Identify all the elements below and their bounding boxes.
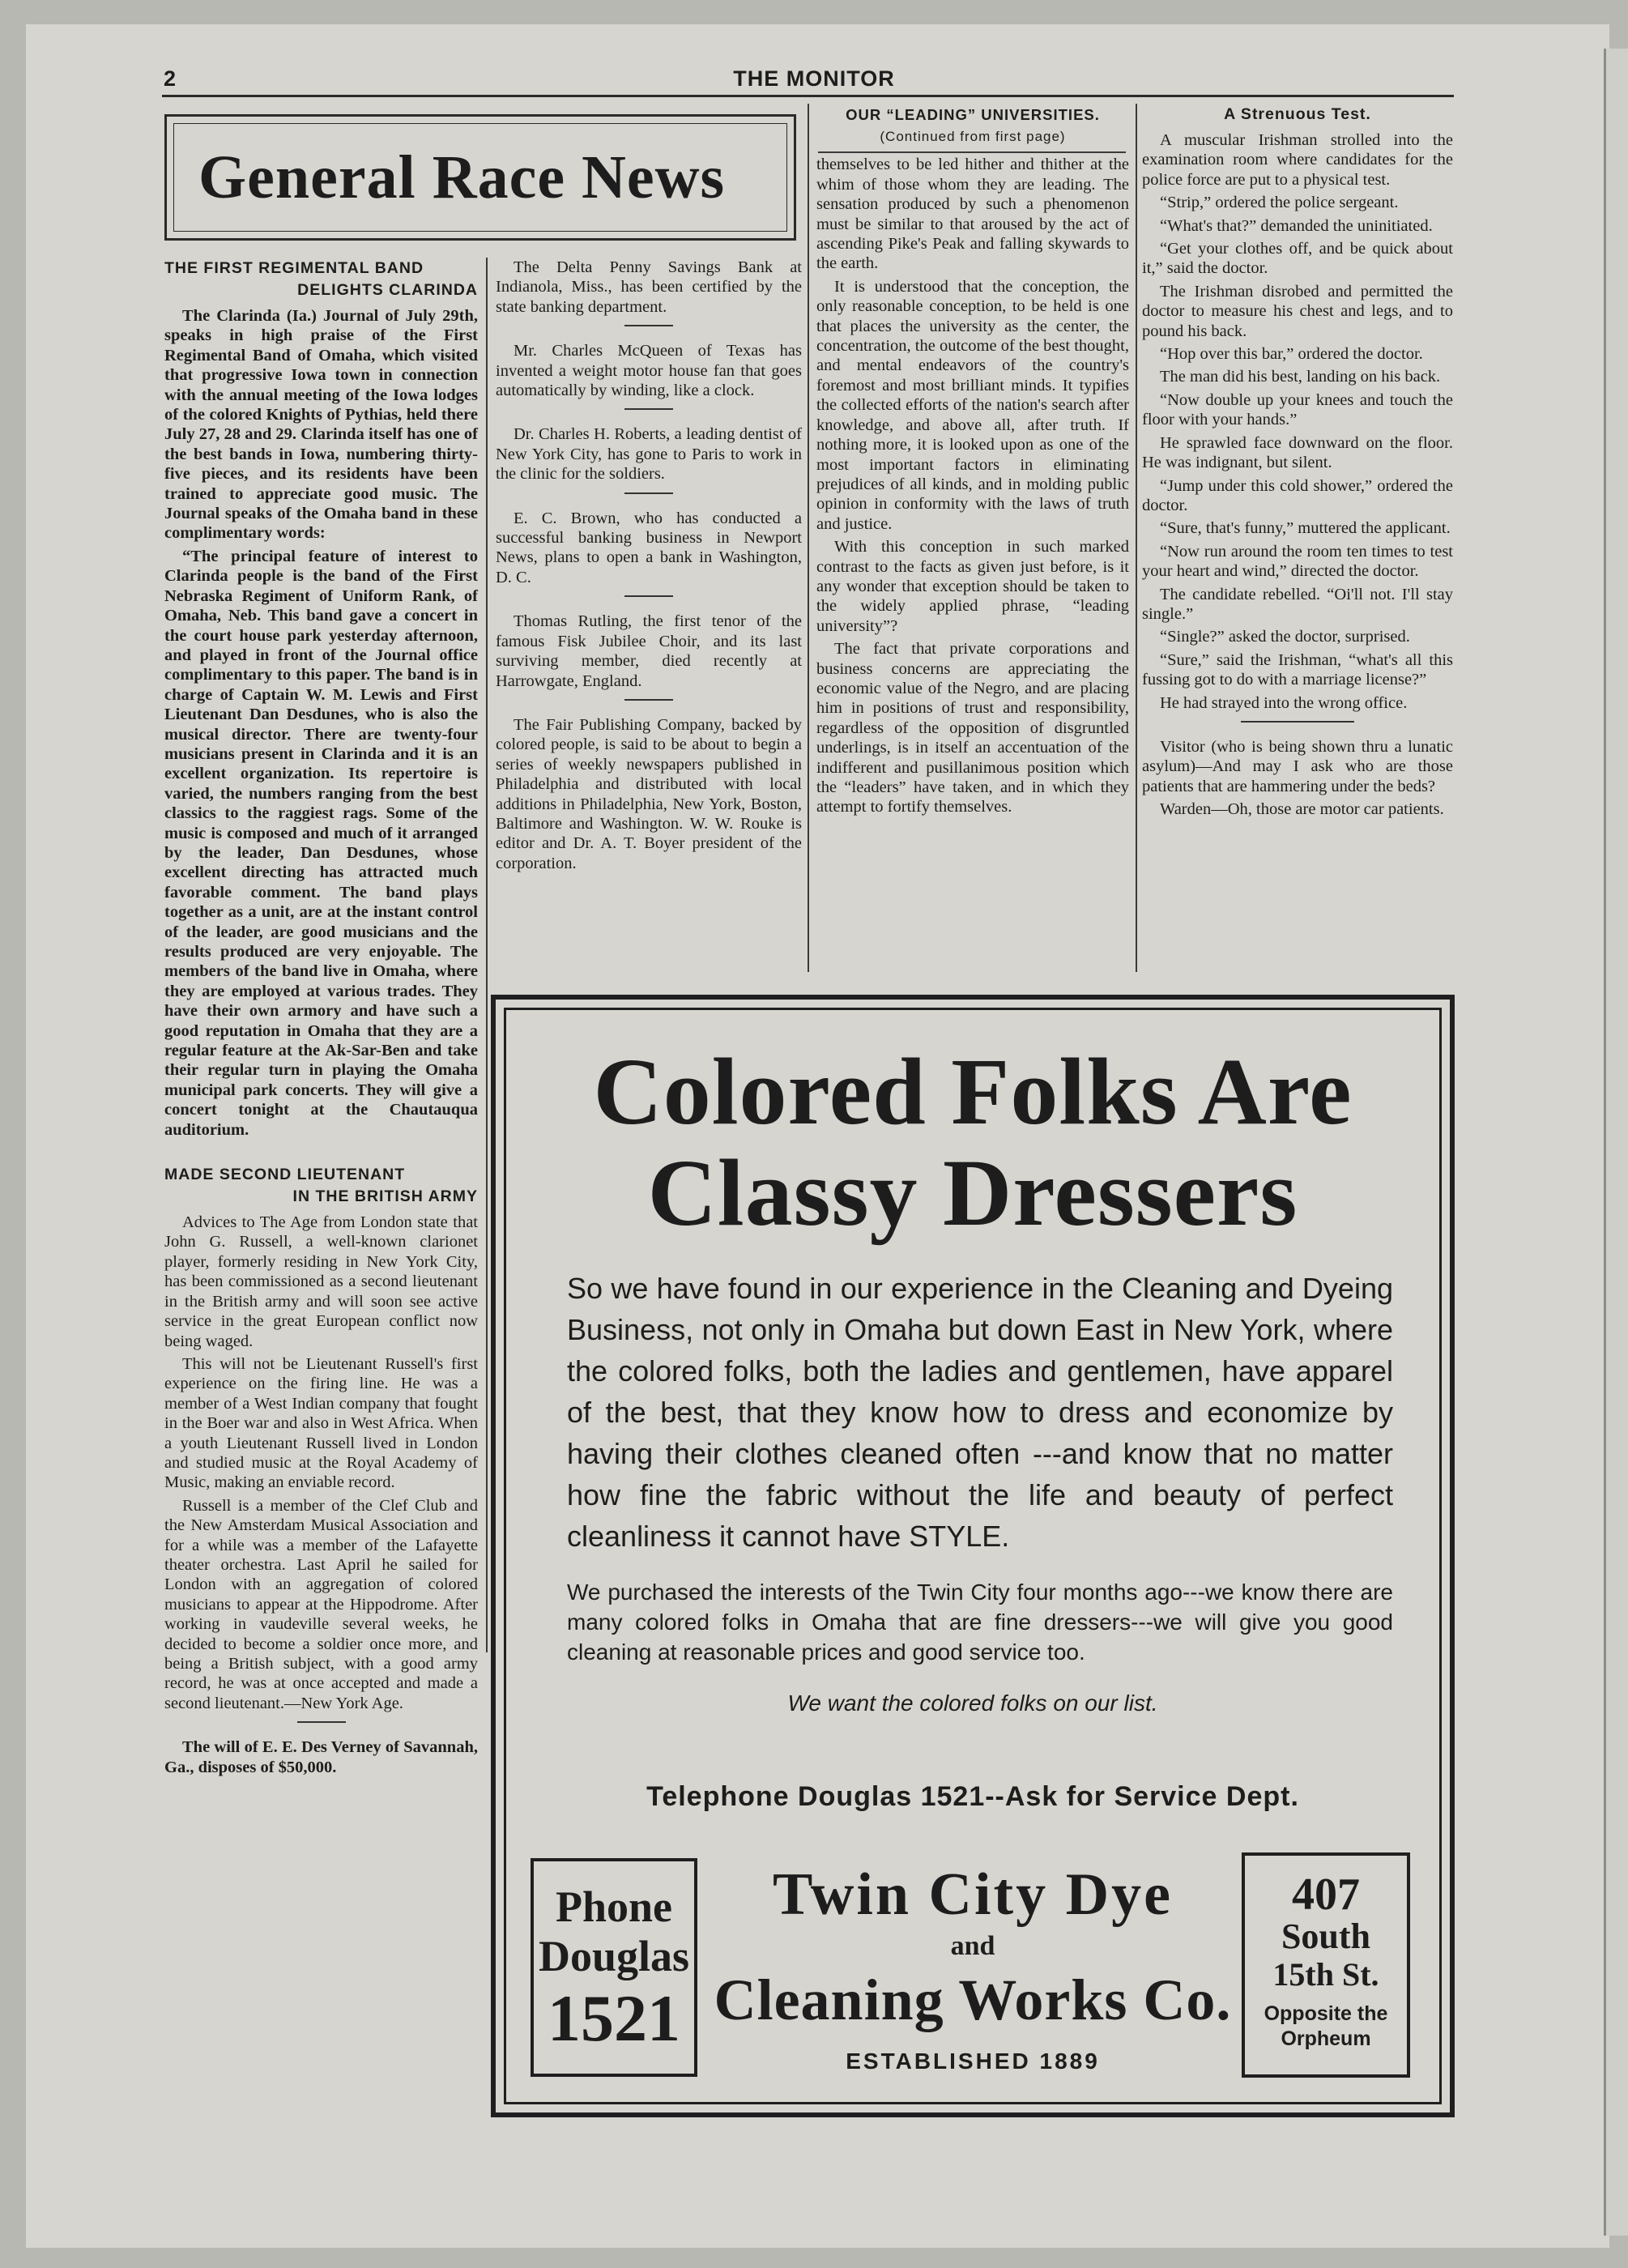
article-paragraph: Advices to The Age from London state that John G. Russell, a well-known clarionet player, formerly residing in New York City, has been commissioned as a second lieutenant in the British army and will soon see active service in the great European conflict now being waged. [164, 1213, 478, 1350]
ad-body-text: So we have found in our experience in the Cleaning and Dyeing Business, not only in Omaha but down East in New York, where the colored folks, both the ladies and gentlemen, have apparel of the best, that they know how to dress and economize by having their clothes cleaned often ---and know that no matter how fine the fabric without the life and beauty of perfect cleanliness it cannot have STYLE. [567, 1272, 1393, 1553]
story-line: “Now run around the room ten times to test your heart and wind,” directed the doctor. [1142, 542, 1453, 581]
article-heading: THE FIRST REGIMENTAL BAND DELIGHTS CLARINDA [164, 259, 478, 299]
page-number: 2 [164, 66, 177, 91]
established-line: ESTABLISHED 1889 [846, 2048, 1100, 2074]
ad-telephone: Telephone Douglas 1521--Ask for Service Dept. [646, 1781, 1299, 1812]
item-divider [1241, 721, 1354, 723]
item-divider [624, 492, 673, 494]
story-line: “Hop over this bar,” ordered the doctor. [1160, 345, 1423, 364]
column-1 [164, 258, 478, 1780]
column-4 [1142, 104, 1453, 823]
article-paragraph: The fact that private corporations and business concerns are appreciating the economic value of the Negro, and are placing him in positions of trust and responsibility, regardless of the opposition of disgruntled underlings, is in itself an accentuation of the indifferent and pusillanimous position which the “leaders” have taken, and in which they attempt to fortify themselves. [816, 640, 1129, 816]
story-line: “Strip,” ordered the police sergeant. [1160, 194, 1399, 212]
story-line: The man did his best, landing on his back. [1160, 368, 1441, 386]
binding-edge [1604, 49, 1628, 2236]
news-item: Mr. Charles McQueen of Texas has invented a weight motor house fan that goes automatically by winding, like a clock. [496, 342, 802, 400]
story-line: He sprawled face downward on the floor. He was indignant, but silent. [1142, 433, 1453, 472]
article-subheading: (Continued from first page) [880, 129, 1066, 144]
article-heading: MADE SECOND LIEUTENANT IN THE BRITISH ARMY [164, 1166, 478, 1206]
advertisement [491, 995, 1455, 2117]
section-title: General Race News [198, 143, 726, 211]
article-heading: OUR “LEADING” UNIVERSITIES. [846, 106, 1100, 123]
ad-tagline: We want the colored folks on our list. [787, 1690, 1158, 1716]
story-line: “Now double up your knees and touch the floor with your hands.” [1142, 390, 1453, 429]
article-paragraph: themselves to be led hither and thither at the whim of those whom they are leading. The sensation produced by such a phenomenon must be similar to that aroused by the act of ascending Pike's Peak and falling skywards to the earth. [816, 156, 1129, 273]
item-divider [624, 595, 673, 597]
item-divider [624, 408, 673, 410]
column-rule [1136, 104, 1137, 972]
story-line: The Irishman disrobed and permitted the doctor to measure his chest and legs, and to pound his back. [1142, 282, 1453, 340]
story-line: “Sure, that's funny,” muttered the applicant. [1160, 519, 1451, 538]
header-rule [162, 95, 1454, 97]
column-rule [808, 104, 809, 972]
article-paragraph: It is understood that the conception, the only reasonable conception, to be held is one that places the university as the center, the concentration, the outcome of the best thought, and mental endeavors of the country's foremost and most brilliant minds. It typifies the collected efforts of the nation's search after knowledge, and above all, after truth. If nothing more, it is looked upon as one of the most important factors in eliminating prejudices of all kinds, and in molding public opinion in conformity with the laws of truth and justice. [816, 277, 1129, 533]
story-line: He had strayed into the wrong office. [1160, 693, 1408, 712]
news-item: E. C. Brown, who has conducted a successful banking business in Newport News, plans to open a bank in Washington, D. C. [496, 509, 802, 586]
column-3 [816, 104, 1129, 821]
joke-paragraph: Visitor (who is being shown thru a lunatic asylum)—And may I ask who are those patients that are hammering under the beds? [1142, 737, 1453, 795]
firm-name: Twin City Dye and Cleaning Works Co. ESTABLISHED 1889 [506, 1861, 1439, 2076]
ad-headline: Colored Folks Are [593, 1038, 1353, 1145]
paper-title: THE MONITOR [733, 66, 895, 91]
story-line: “Jump under this cold shower,” ordered the doctor. [1142, 476, 1453, 514]
news-item: Dr. Charles H. Roberts, a leading dentist of New York City, has gone to Paris to work in the clinic for the soldiers. [496, 425, 802, 484]
story-line: A muscular Irishman strolled into the examination room where candidates for the police force are put to a physical test. [1142, 131, 1453, 189]
news-item: Thomas Rutling, the first tenor of the famous Fisk Jubilee Choir, and its last surviving member, died recently at Harrowgate, England. [496, 612, 802, 690]
story-line: “Single?” asked the doctor, surprised. [1160, 628, 1410, 646]
news-item: The Fair Publishing Company, backed by colored people, is said to be about to begin a series of weekly newspapers published in Philadelphia and distributed with local additions in Philadelphia, New York, Boston, Baltimore and Washington. W. W. Rouke is editor and Dr. A. T. Boyer president of the corporation. [496, 715, 802, 872]
article-paragraph: “The principal feature of interest to Clarinda people is the band of the First Nebraska Regiment of Uniform Rank, of Omaha, Neb. This band gave a concert in the court house park yesterday afternoon, and played in front of the Journal office complimentary to this paper. The band is in charge of Captain W. M. Lewis and First Lieutenant Dan Desdunes, who is also the musical director. There are twenty-four musicians present in Clarinda and it is an excellent organization. Its repertoire is varied, the numbers ranging from the best classics to the raggiest rags. Some of the music is composed and much of it arranged by the leader, Dan Desdunes, whose excellent directing has attracted much favorable comment. The band plays together as a unit, are at the instant control of the leader, are good musicians and the results produced are very enjoyable. The members of the band live in Omaha, where they are employed at various trades. They have their own armory and have such a good reputation in Omaha that they are a regular feature at the Ak-Sar-Ben and take their regular turn in playing the Omaha municipal park concerts. They will give a concert tonight at the Chautauqua auditorium. [164, 547, 478, 1139]
item-divider [624, 325, 673, 326]
phone-box: Phone Douglas 1521 [531, 1858, 697, 2077]
column-2 [496, 258, 802, 876]
article-heading: A Strenuous Test. [1224, 105, 1371, 123]
article-paragraph: With this conception in such marked contrast to the facts as given just before, is it any wonder that exception should be taken to the widely applied phrase, “leading university”? [816, 538, 1129, 635]
joke-paragraph: Warden—Oh, those are motor car patients. [1160, 800, 1444, 819]
section-masthead [164, 114, 796, 241]
ad-offer-text: We purchased the interests of the Twin City four months ago---we know there are many colored folks in Omaha that are fine dressers---we will give you good cleaning at reasonable prices and good service too. [567, 1580, 1393, 1665]
news-item: The Delta Penny Savings Bank at Indianola, Miss., has been certified by the state banking department. [496, 258, 802, 316]
story-line: “Sure,” said the Irishman, “what's all this fussing got to do with a marriage license?” [1142, 650, 1453, 689]
address-box: 407 South 15th St. Opposite the Orpheum [1242, 1852, 1410, 2078]
article-paragraph: Russell is a member of the Clef Club and the New Amsterdam Musical Association and for a while was a member of the Lafayette theater orchestra. Last April he sailed for London with an aggregation of colored musicians to appear at the Hippodrome. After working in vaudeville several weeks, he decided to become a soldier once more, and being a British subject, with a good army record, he was at once accepted and made a second lieutenant.—New York Age. [164, 1496, 478, 1712]
column-rule [486, 258, 488, 1652]
article-paragraph: This will not be Lieutenant Russell's first experience on the firing line. He was a member of a West Indian company that fought in the Boer war and also in West Africa. When a youth Lieutenant Russell lived in London and studied music at the Royal Academy of Music, making an enviable record. [164, 1354, 478, 1492]
ad-headline: Classy Dressers [647, 1140, 1298, 1246]
story-line: The candidate rebelled. “Oi'll not. I'll stay single.” [1142, 585, 1453, 623]
article-paragraph: The Clarinda (Ia.) Journal of July 29th, speaks in high praise of the First Regimental Band of Omaha, which visited that progressive Iowa town in connection with the annual meeting of the Iowa lodges of the colored Knights of Pythias, held there July 27, 28 and 29. Clarinda itself has one of the best bands in Iowa, numbering thirty-five pieces, and its residents have been trained to appreciate good music. The Journal speaks of the Omaha band in these complimentary words: [164, 307, 478, 543]
story-line: “What's that?” demanded the uninitiated. [1160, 216, 1433, 235]
item-divider [624, 699, 673, 701]
article-paragraph: The will of E. E. Des Verney of Savannah, Ga., disposes of $50,000. [164, 1738, 478, 1776]
item-divider [297, 1721, 346, 1723]
story-line: “Get your clothes off, and be quick about it,” said the doctor. [1142, 240, 1453, 278]
